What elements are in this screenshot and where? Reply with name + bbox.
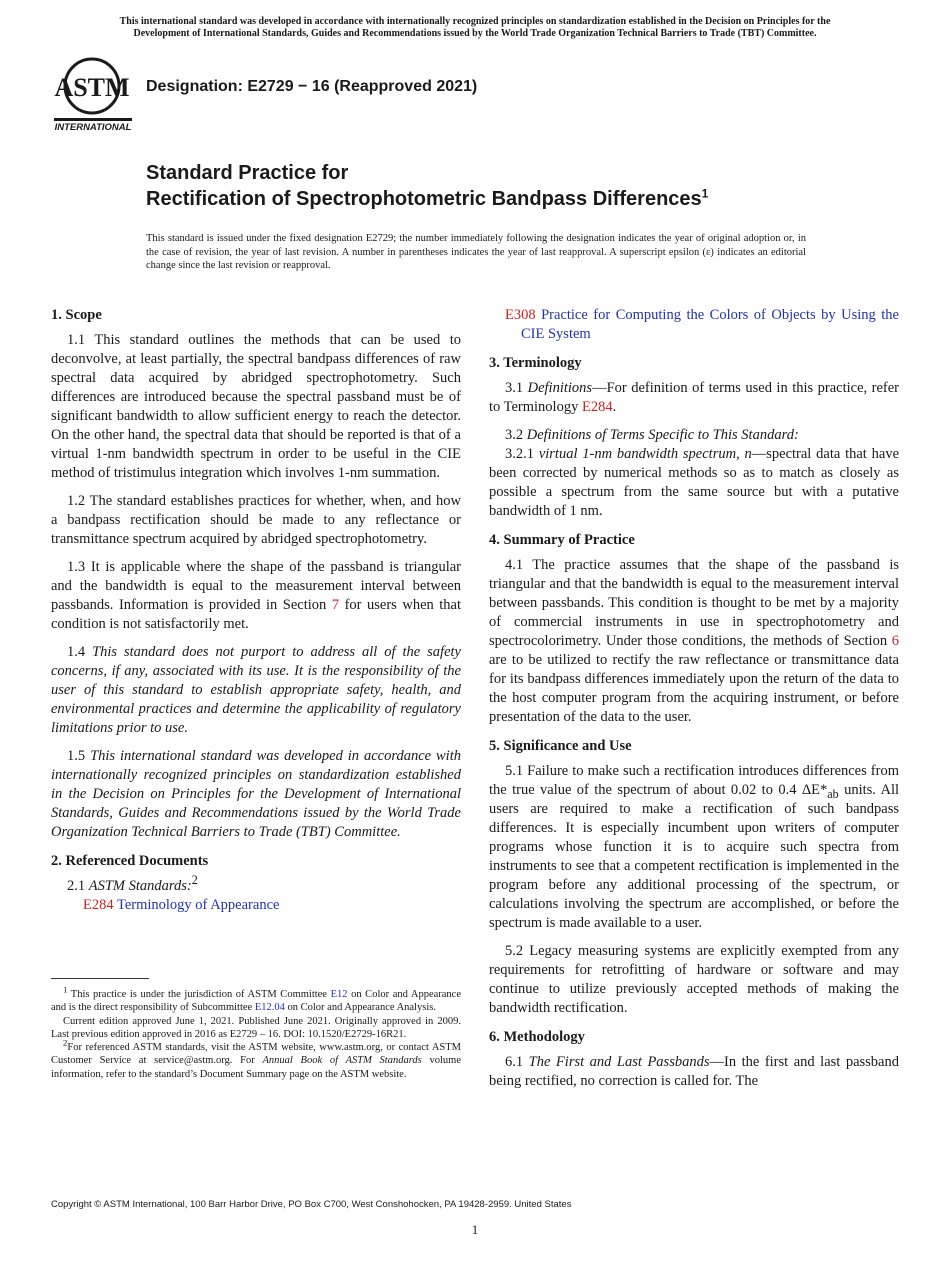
ref-e308[interactable]: E308 Practice for Computing the Colors of Objects by Using the CIE System bbox=[505, 307, 899, 342]
ref-e284[interactable]: E284 Terminology of Appearance bbox=[83, 897, 280, 913]
link-e12[interactable]: E12 bbox=[330, 989, 348, 1000]
section-2-heading: 2. Referenced Documents bbox=[51, 853, 209, 869]
title-line-2: Rectification of Spectrophotometric Bandpass Differences$^1$ bbox=[146, 186, 709, 210]
para-5-2: 5.2 Legacy measuring systems are explicitly exempted from any requirements for retrofitting of hardware or software and may continue to utilize previously accepted methods of making the bandwidth rectification. bbox=[489, 943, 899, 1016]
page-number: 1 bbox=[471, 1222, 479, 1237]
footnote-2-mark[interactable]: 2 bbox=[191, 873, 198, 888]
copyright: Copyright © ASTM International, 100 Barr Harbor Drive, PO Box C700, West Conshohocken, PA 19428-2959. United States bbox=[51, 1199, 572, 1210]
footnote-1: $^1$ This practice is under the jurisdiction of ASTM Committee E12 on Color and Appearance and is the direct responsibility of Subcommittee E12.04 on Color and Appearance Analysis. bbox=[51, 984, 461, 1014]
top-notice bbox=[40, 16, 910, 40]
footnote-1-edition: Current edition approved June 1, 2021. Published June 2021. Originally approved in 2009. Last previous edition approved in 2016 as E2729 – 16. DOI: 10.1520/E2729-16R21. bbox=[51, 1015, 461, 1040]
footnotes bbox=[51, 984, 462, 1081]
issue-note: This standard is issued under the fixed designation E2729; the number immediately following the designation indicates the year of original adoption or, in the case of revision, the year of last revision. A number in parentheses indicates the year of last reapproval. A superscript epsilon (ε) indicates an editorial change since the last revision or reapproval. bbox=[146, 233, 806, 271]
section-3-heading: 3. Terminology bbox=[489, 355, 582, 371]
para-1-1: 1.1 This standard outlines the methods that can be used to deconvolve, at least partially, the spectral bandpass differences of raw spectral data acquired by abridged spectrophotometry. Such differences are introduced because the spectral passband must be of significant bandwidth to allow sufficient energy to reach the detector. On the other hand, the spectral data that should be reported is that of a virtual 1-nm bandwidth spectrum in order to be useful in the CIE method of tristimulus integration which involves 1-nm summation. bbox=[51, 332, 461, 481]
para-5-1: 5.1 Failure to make such a rectification introduces differences from the true value of the spectrum of about 0.02 to 0.4 $\Delta E*_{ab}$ units. All users are required to make a rectification of such bandpass differences. It is especially incumbent upon writers of computer programs whose function it is to acquire such spectra from instruments to see that a competent rectification is implemented in the program before any additional processing of the spectrum, or calculations involving the spectrum are accomplished, or before the spectrum is made available to a user. bbox=[489, 763, 900, 931]
section-5-heading: 5. Significance and Use bbox=[489, 738, 632, 754]
section-6-heading: 6. Methodology bbox=[489, 1029, 585, 1045]
astm-logo bbox=[52, 54, 134, 134]
notice-line-1: This international standard was developed in accordance with internationally recognized principles on standardization established in the Decision on Principles for the bbox=[119, 16, 831, 27]
link-e12-04[interactable]: E12.04 bbox=[254, 1002, 285, 1014]
para-4-1: 4.1 The practice assumes that the shape of the passband is triangular and that the bandwidth is equal to the measurement interval between passbands. This condition is thought to be met by a majority of commercial instruments in use in spectrophotometry and spectrocolorimetry. Under those conditions, the methods of Section 6 are to be utilized to rectify the raw reflectance or transmittance data for its bandpass differences immediately upon the return of the data to the host computer program from the acquiring instrument, or before presentation of the data to the user. bbox=[489, 557, 899, 725]
title-line-1: Standard Practice for bbox=[146, 162, 349, 184]
para-1-3: 1.3 It is applicable where the shape of the passband is triangular and the bandwidth is equal to the measurement interval between passbands. Information is provided in Section 7 for users when that condition is not satisfactorily met. bbox=[51, 559, 462, 632]
notice-line-2: Development of International Standards, Guides and Recommendations issued by the World Trade Organization Technical Barriers to Trade (TBT) Committee. bbox=[133, 28, 817, 39]
title-footnote-mark[interactable]: 1 bbox=[701, 186, 709, 201]
para-1-2: 1.2 The standard establishes practices for whether, when, and how a bandpass rectification should be made to any reflectance or transmittance spectrum acquired by abridged spectrophotometry. bbox=[51, 493, 461, 547]
section-6-link[interactable]: 6 bbox=[891, 633, 899, 649]
section-4-heading: 4. Summary of Practice bbox=[489, 532, 635, 548]
right-column bbox=[489, 306, 899, 1100]
footnote-divider bbox=[51, 978, 149, 979]
section-1-heading: 1. Scope bbox=[51, 307, 102, 323]
para-1-4: 1.4 This standard does not purport to address all of the safety concerns, if any, associated with its use. It is the responsibility of the user of this standard to establish appropriate safety, health, and environmental practices and determine the applicability of regulatory limitations prior to use. bbox=[51, 644, 461, 736]
link-e284[interactable]: E284 bbox=[581, 399, 613, 415]
left-column bbox=[51, 306, 461, 924]
para-6-1: 6.1 The First and Last Passbands—In the first and last passband being rectified, no correction is called for. The bbox=[489, 1054, 899, 1089]
document-title bbox=[146, 160, 708, 212]
designation: Designation: E2729 − 16 (Reapproved 2021) bbox=[146, 78, 478, 95]
para-3-2-1: 3.2.1 virtual 1-nm bandwidth spectrum, n—spectral data that have been corrected by numerical methods so as to match as closely as possible a spectrum from the same source but with a putative bandwidth of 1 nm. bbox=[489, 446, 900, 519]
para-1-5: 1.5 This international standard was developed in accordance with internationally recognized principles on standardization established in the Decision on Principles for the Development of International Standards, Guides and Recommendations issued by the World Trade Organization Technical Barriers to Trade (TBT) Committee. bbox=[51, 748, 461, 840]
logo-subtext: INTERNATIONAL bbox=[54, 122, 132, 133]
section-7-link[interactable]: 7 bbox=[331, 597, 340, 613]
logo-text: ASTM bbox=[54, 73, 130, 102]
para-3-2: 3.2 Definitions of Terms Specific to This Standard: bbox=[505, 427, 799, 443]
para-2-1: 2.1 ASTM Standards:$^2$ bbox=[67, 873, 198, 894]
footnote-2: $^2$For referenced ASTM standards, visit the ASTM website, www.astm.org, or contact ASTM Customer Service at service@astm.org. For Annual Book of ASTM Standards volume information, refer to the standard’s Document Summary page on the ASTM website. bbox=[51, 1037, 462, 1080]
para-3-1: 3.1 Definitions—For definition of terms used in this practice, refer to Terminology E284. bbox=[489, 380, 900, 415]
